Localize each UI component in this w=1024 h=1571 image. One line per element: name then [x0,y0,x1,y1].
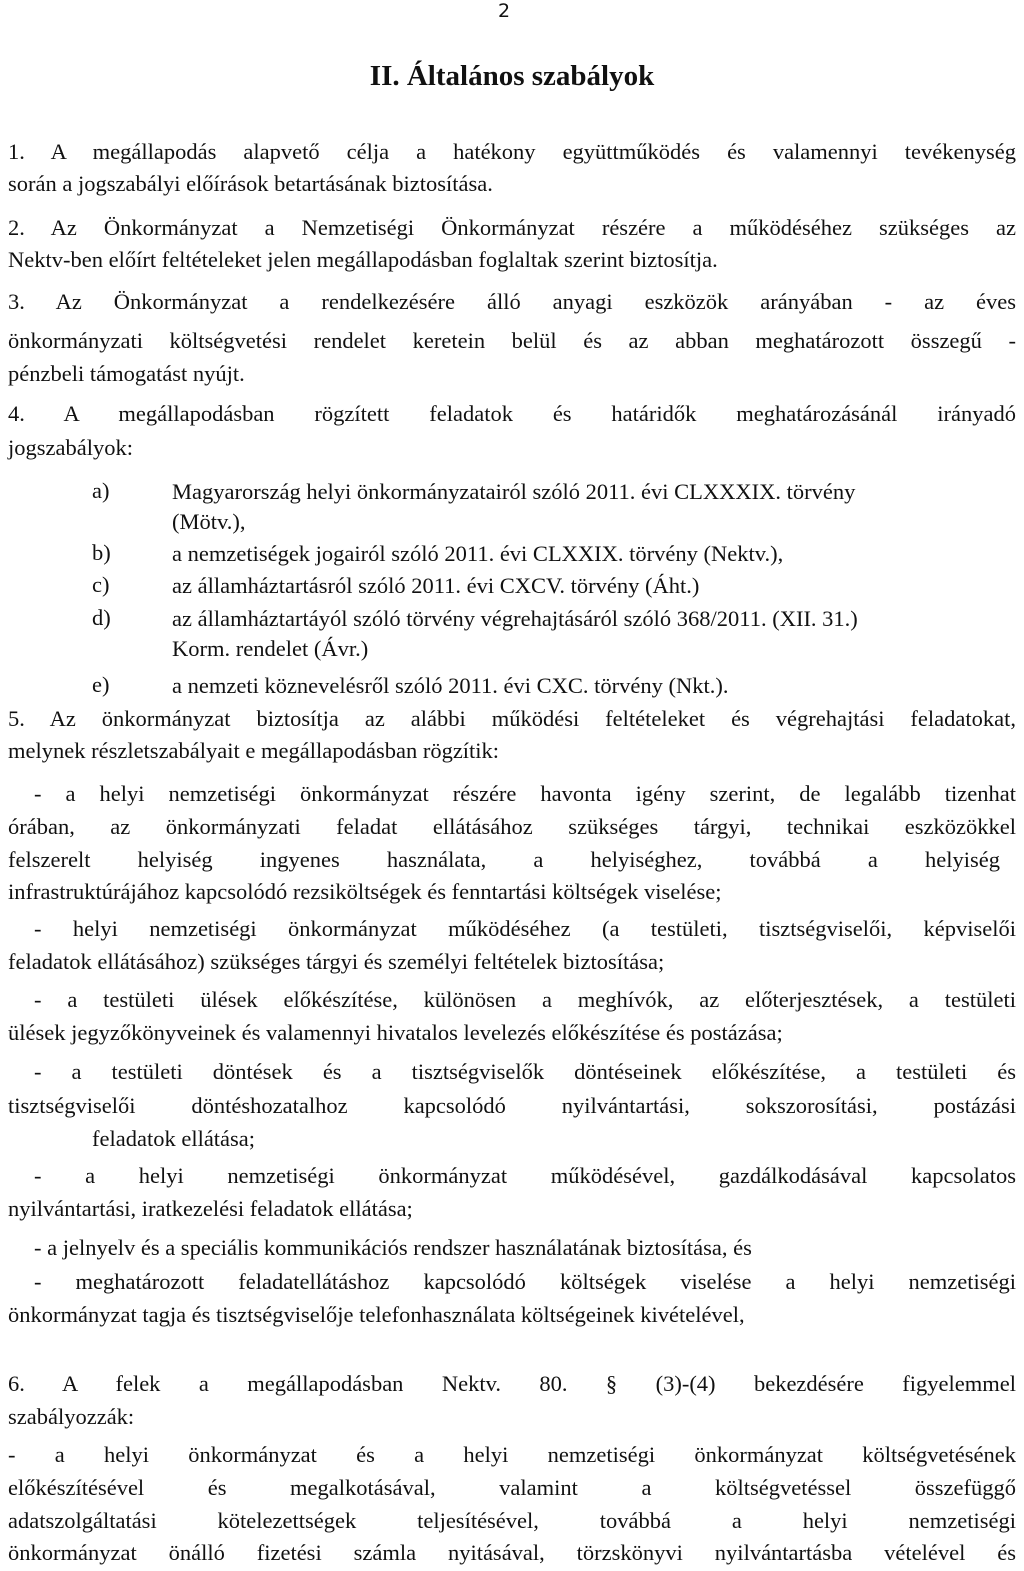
paragraph-2-line-1: 2. Az Önkormányzat a Nemzetiségi Önkormányzat részére a működéséhez szükséges az [8,215,1016,240]
list-item-text-continued: (Mötv.), [172,509,246,534]
paragraph-4-line-2: jogszabályok: [8,435,133,460]
bullet-1-line-2: órában, az önkormányzati feladat ellátásához szükséges tárgyi, technikai eszközökkel [8,814,1016,839]
paragraph-1-line-2: során a jogszabályi előírások betartásának biztosítása. [8,171,493,196]
list-item-text: az államháztartásról szóló 2011. évi CXCV. törvény (Áht.) [172,573,700,598]
paragraph-3-line-1: 3. Az Önkormányzat a rendelkezésére álló anyagi eszközök arányában - az éves [8,289,1016,314]
bullet-1-line-3: felszerelt helyiség ingyenes használata, a helyiséghez, továbbá a helyiség [8,847,1000,872]
bullet-3-line-1: - a testületi ülések előkészítése, különösen a meghívók, az előterjesztések, a testületi [34,987,1016,1012]
paragraph-1-line-1: 1. A megállapodás alapvető célja a hatékony együttműködés és valamennyi tevékenység [8,139,1016,164]
paragraph-3-line-2: önkormányzati költségvetési rendelet keretein belül és az abban meghatározott összegű - [8,328,1016,353]
paragraph-5-line-2: melynek részletszabályait e megállapodásban rögzítik: [8,738,500,763]
paragraph-3-line-3: pénzbeli támogatást nyújt. [8,361,245,386]
list-item-marker: d) [92,605,111,630]
list-item-marker: e) [92,672,110,697]
paragraph-6-line-5: adatszolgáltatási kötelezettségek teljesítésével, továbbá a helyi nemzetiségi [8,1508,1016,1533]
paragraph-6-line-6: önkormányzat önálló fizetési számla nyitásával, törzskönyvi nyilvántartásba vételével és [8,1540,1016,1565]
list-item-marker: c) [92,572,110,597]
bullet-5-line-1: - a helyi nemzetiségi önkormányzat működésével, gazdálkodásával kapcsolatos [34,1163,1016,1188]
list-item-text: Magyarország helyi önkormányzatairól szóló 2011. évi CLXXXIX. törvény [172,479,856,504]
paragraph-6-line-2: szabályozzák: [8,1404,135,1429]
bullet-3-line-2: ülések jegyzőkönyveinek és valamennyi hivatalos levelezés előkészítése és postázása; [8,1020,783,1045]
bullet-7-line-2: önkormányzat tagja és tisztségviselője telefonhasználata költségeinek kivételével, [8,1302,745,1327]
bullet-4-line-2: tisztségviselői döntéshozatalhoz kapcsolódó nyilvántartási, sokszorosítási, postázási [8,1093,1016,1118]
paragraph-6-line-4: előkészítésével és megalkotásával, valamint a költségvetéssel összefüggő [8,1475,1016,1500]
section-heading: II. Általános szabályok [369,60,655,92]
paragraph-6-line-3: - a helyi önkormányzat és a helyi nemzetiségi önkormányzat költségvetésének [8,1442,1016,1467]
list-item-marker: a) [92,478,110,503]
paragraph-5-line-1: 5. Az önkormányzat biztosítja az alábbi működési feltételeket és végrehajtási feladatokat, [8,706,1016,731]
list-item-text: a nemzetiségek jogairól szóló 2011. évi CLXXIX. törvény (Nektv.), [172,541,784,566]
bullet-1-line-4: infrastruktúrájához kapcsolódó rezsiköltségek és fenntartási költségek viselése; [8,879,722,904]
list-item-text-continued: Korm. rendelet (Ávr.) [172,636,369,661]
list-item-marker: b) [92,540,111,565]
list-item-text: az államháztartáyól szóló törvény végrehajtásáról szóló 368/2011. (XII. 31.) [172,606,858,631]
bullet-1-line-1: - a helyi nemzetiségi önkormányzat részére havonta igény szerint, de legalább tizenhat [34,781,1016,806]
page-number: 2 [498,0,511,22]
bullet-4-line-3: feladatok ellátása; [92,1126,256,1151]
paragraph-6-line-1: 6. A felek a megállapodásban Nektv. 80. § (3)-(4) bekezdésére figyelemmel [8,1371,1016,1396]
paragraph-4-line-1: 4. A megállapodásban rögzített feladatok és határidők meghatározásánál irányadó [8,401,1016,426]
list-item-text: a nemzeti köznevelésről szóló 2011. évi CXC. törvény (Nkt.). [172,673,729,698]
bullet-2-line-2: feladatok ellátásához) szükséges tárgyi és személyi feltételek biztosítása; [8,949,665,974]
bullet-5-line-2: nyilvántartási, iratkezelési feladatok ellátása; [8,1196,413,1221]
bullet-2-line-1: - helyi nemzetiségi önkormányzat működéséhez (a testületi, tisztségviselői, képviselői [34,916,1016,941]
bullet-4-line-1: - a testületi döntések és a tisztségviselők döntéseinek előkészítése, a testületi és [34,1059,1016,1084]
bullet-7-line-1: - meghatározott feladatellátáshoz kapcsolódó költségek viselése a helyi nemzetiségi [34,1269,1016,1294]
bullet-6-line-1: - a jelnyelv és a speciális kommunikációs rendszer használatának biztosítása, és [34,1235,752,1260]
paragraph-2-line-2: Nektv-ben előírt feltételeket jelen megállapodásban foglaltak szerint biztosítja. [8,247,718,272]
